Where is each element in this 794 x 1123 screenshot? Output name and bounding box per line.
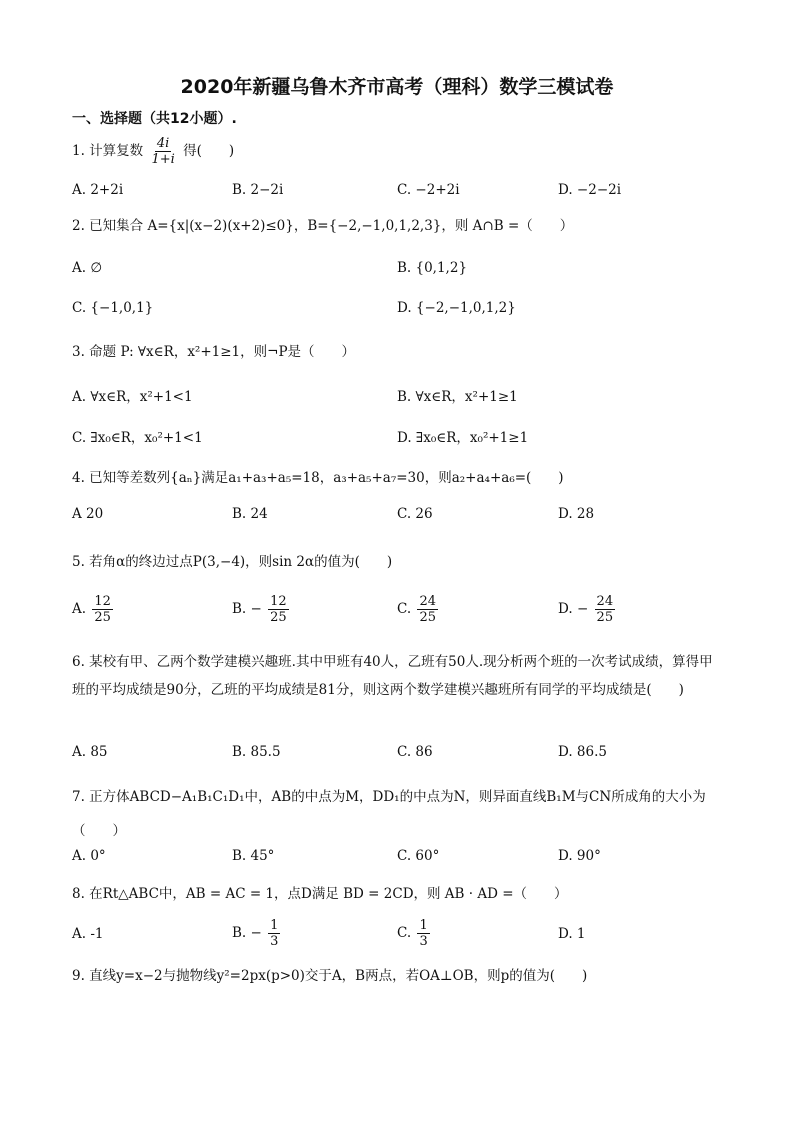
q8-c-fraction [417,918,429,949]
q5-b-label: B. [232,601,247,617]
section-heading: 一、选择题（共12小题）. [72,111,237,127]
q8-b-label: B. [232,925,247,941]
question-3: 3. 命题 P: ∀x∈R，x²+1≥1，则¬P是（ ） [72,344,356,360]
q1-fraction [149,136,176,167]
q5-c-label: C. [397,601,412,617]
q7-option-c: C. 60° [397,848,440,864]
q5-c-num: 24 [419,594,436,609]
q6-option-a: A. 85 [72,744,108,760]
q6-option-c: C. 86 [397,744,433,760]
q5-d-den: 25 [596,610,614,625]
q2-option-d: D. {−2,−1,0,1,2} [397,300,516,316]
q5-d-fraction [595,594,616,625]
q5-a-num: 12 [94,594,111,609]
q5-b-fraction [268,594,289,625]
question-4: 4. 已知等差数列{aₙ}满足a₁+a₃+a₅=18，a₃+a₅+a₇=30，则a₂+a₄+a₆=( ) [72,470,564,486]
question-8: 8. 在Rt△ABC中，AB = AC = 1，点D满足 BD = 2CD，则 AB · AD =（ ） [72,886,568,902]
q5-option-b [232,594,291,625]
q4-option-a: A 20 [72,506,104,522]
q5-a-label: A. [72,601,87,617]
question-6: 6. 某校有甲、乙两个数学建模兴趣班.其中甲班有40人，乙班有50人.现分析两个班的一次考试成绩，算得甲班的平均成绩是90分，乙班的平均成绩是81分，则这两个数学建模兴趣班所有同学的平均成绩是( ) [72,654,713,698]
q5-b-num: 12 [270,594,287,609]
question-5: 5. 若角α的终边过点P(3,−4)，则sin 2α的值为( ) [72,554,393,570]
q5-d-num: 24 [596,594,614,609]
q6-option-b: B. 85.5 [232,744,281,760]
q1-option-d: D. −2−2i [558,182,622,198]
exam-title: 2020年新疆乌鲁木齐市高考（理科）数学三模试卷 [180,76,614,98]
q8-c-num: 1 [419,918,428,933]
q3-option-d: D. ∃x₀∈R，x₀²+1≥1 [397,430,529,446]
q3-option-c: C. ∃x₀∈R，x₀²+1<1 [72,430,203,446]
q5-option-a [72,594,115,625]
q5-d-label: D. [558,601,573,617]
q8-b-fraction [268,918,280,949]
q1-frac-num: 4i [156,136,170,151]
q6-option-d: D. 86.5 [558,744,607,760]
q1-stem-a: 1. 计算复数 [72,143,144,159]
q5-a-fraction [92,594,113,625]
q1-option-c: C. −2+2i [397,182,460,198]
q8-b-num: 1 [270,918,279,933]
q4-option-c: C. 26 [397,506,433,522]
q7-option-d: D. 90° [558,848,601,864]
q7-option-a: A. 0° [72,848,106,864]
q2-option-c: C. {−1,0,1} [72,300,154,316]
q5-c-fraction [417,594,438,625]
question-2: 2. 已知集合 A={x|(x−2)(x+2)≤0}，B={−2,−1,0,1,2,3}，则 A∩B =（ ） [72,218,574,234]
q5-a-den: 25 [94,610,111,625]
q5-b-den: 25 [270,610,287,625]
q2-option-b: B. {0,1,2} [397,260,468,276]
q1-option-b: B. 2−2i [232,182,284,198]
q4-option-b: B. 24 [232,506,268,522]
question-1 [72,136,234,167]
q3-option-a: A. ∀x∈R，x²+1<1 [72,389,193,405]
q8-c-den: 3 [419,934,428,949]
q1-option-a: A. 2+2i [72,182,124,198]
q1-frac-den: 1+i [151,152,175,167]
q8-b-sign: − [250,925,262,941]
q8-option-a: A. -1 [72,926,104,942]
question-7: 7. 正方体ABCD−A₁B₁C₁D₁中，AB的中点为M，DD₁的中点为N，则异面直线B₁M与CN所成角的大小为（ ） [72,789,706,839]
q1-stem-b: 得( ) [183,143,235,159]
q8-option-b [232,918,282,949]
q5-option-c [397,594,440,625]
q5-d-sign: − [576,601,589,617]
q4-option-d: D. 28 [558,506,595,522]
q8-option-d: D. 1 [558,926,586,942]
q5-b-sign: − [250,601,262,617]
q5-option-d [558,594,617,625]
q2-option-a: A. ∅ [72,260,103,276]
q3-option-b: B. ∀x∈R，x²+1≥1 [397,389,518,405]
q8-c-label: C. [397,925,412,941]
q8-b-den: 3 [270,934,279,949]
q7-option-b: B. 45° [232,848,275,864]
q8-option-c [397,918,432,949]
question-9: 9. 直线y=x−2与抛物线y²=2px(p>0)交于A，B两点，若OA⊥OB，则p的值为( ) [72,968,588,984]
q5-c-den: 25 [419,610,436,625]
